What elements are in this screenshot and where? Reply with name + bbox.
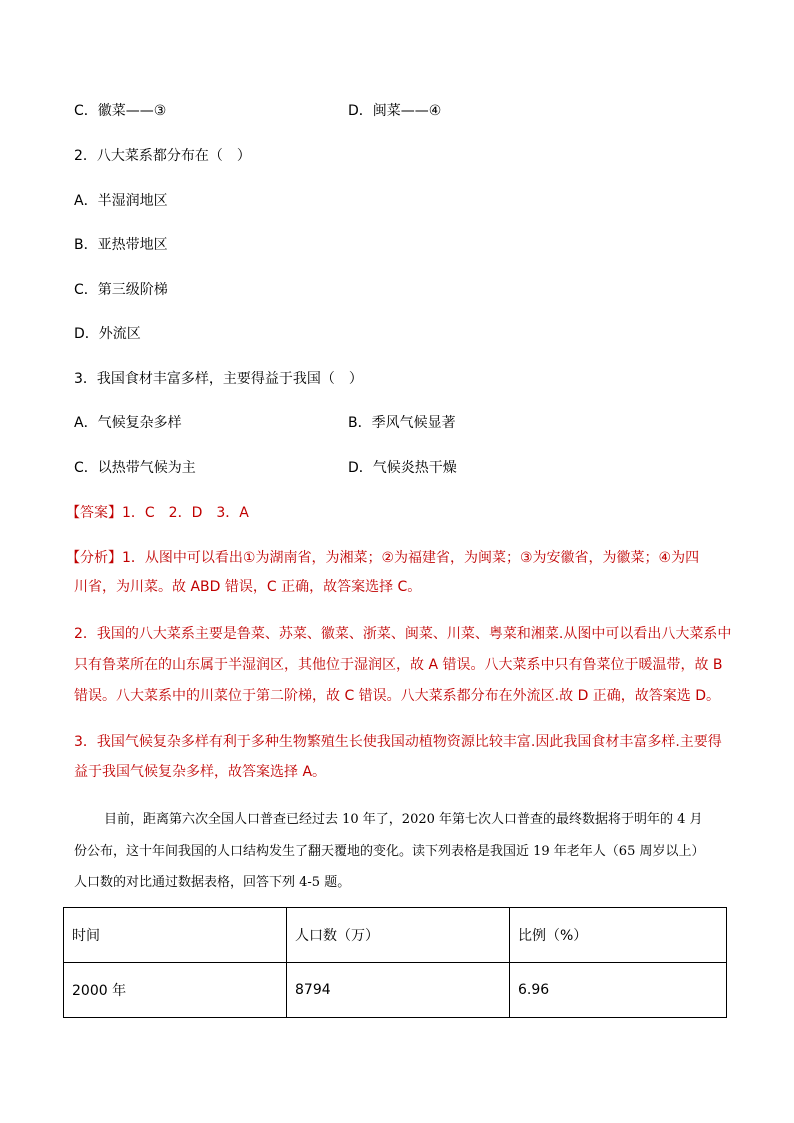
q3-option-d: D．气候炎热干燥 <box>348 460 457 476</box>
table-header-cell: 比例（%） <box>510 908 727 963</box>
q2-stem: 2．八大菜系都分布在（ ） <box>74 148 251 164</box>
analysis-p2c: 错误。八大菜系中的川菜位于第二阶梯，故 C 错误。八大菜系都分布在外流区.故 D 正确，故答案选 D。 <box>74 688 721 704</box>
analysis-p2a: 2．我国的八大菜系主要是鲁菜、苏菜、徽菜、浙菜、闽菜、川菜、粤菜和湘菜.从图中可以看出八大菜系中 <box>74 626 732 642</box>
q3-option-c: C．以热带气候为主 <box>74 460 196 476</box>
q1-option-d: D．闽菜——④ <box>348 103 442 119</box>
answer-tag: 【答案】 <box>66 505 122 521</box>
table-cell: 8794 <box>287 963 510 1018</box>
table-cell: 6.96 <box>510 963 727 1018</box>
q2-option-b: B．亚热带地区 <box>74 237 168 253</box>
q3-option-b: B．季风气候显著 <box>348 415 456 431</box>
table-header-cell: 时间 <box>64 908 287 963</box>
analysis-p3a: 3．我国气候复杂多样有利于多种生物繁殖生长使我国动植物资源比较丰富.因此我国食材丰富多样.主要得 <box>74 734 722 750</box>
table-header-cell: 人口数（万） <box>287 908 510 963</box>
analysis-line-1 <box>66 548 699 568</box>
analysis-p1a: 1．从图中可以看出①为湖南省，为湘菜；②为福建省，为闽菜；③为安徽省，为徽菜；④为四 <box>122 550 700 566</box>
q3-stem: 3．我国食材丰富多样，主要得益于我国（ ） <box>74 371 363 387</box>
table-header-row <box>64 908 727 963</box>
answer-text: 1．C 2．D 3．A <box>122 505 249 521</box>
q2-option-c: C．第三级阶梯 <box>74 282 168 298</box>
q3-option-a: A．气候复杂多样 <box>74 415 182 431</box>
q2-option-d: D．外流区 <box>74 326 141 342</box>
analysis-p1b: 川省，为川菜。故 ABD 错误，C 正确，故答案选择 C。 <box>74 579 422 595</box>
table-row <box>64 963 727 1018</box>
passage-line-2: 份公布，这十年间我国的人口结构发生了翻天覆地的变化。读下列表格是我国近 19 年老年人（65 周岁以上） <box>74 844 705 859</box>
population-table <box>63 907 727 1018</box>
passage-line-1: 目前，距离第六次全国人口普查已经过去 10 年了，2020 年第七次人口普查的最终数据将于明年的 4 月 <box>104 812 703 827</box>
answer-line <box>66 503 249 523</box>
table-cell: 2000 年 <box>64 963 287 1018</box>
q1-option-c: C．徽菜——③ <box>74 103 167 119</box>
analysis-p2b: 只有鲁菜所在的山东属于半湿润区，其他位于湿润区，故 A 错误。八大菜系中只有鲁菜位于暖温带，故 B <box>74 657 723 673</box>
passage-line-3: 人口数的对比通过数据表格，回答下列 4-5 题。 <box>74 875 351 890</box>
q2-option-a: A．半湿润地区 <box>74 193 168 209</box>
analysis-p3b: 益于我国气候复杂多样，故答案选择 A。 <box>74 764 327 780</box>
analysis-tag: 【分析】 <box>66 550 122 566</box>
